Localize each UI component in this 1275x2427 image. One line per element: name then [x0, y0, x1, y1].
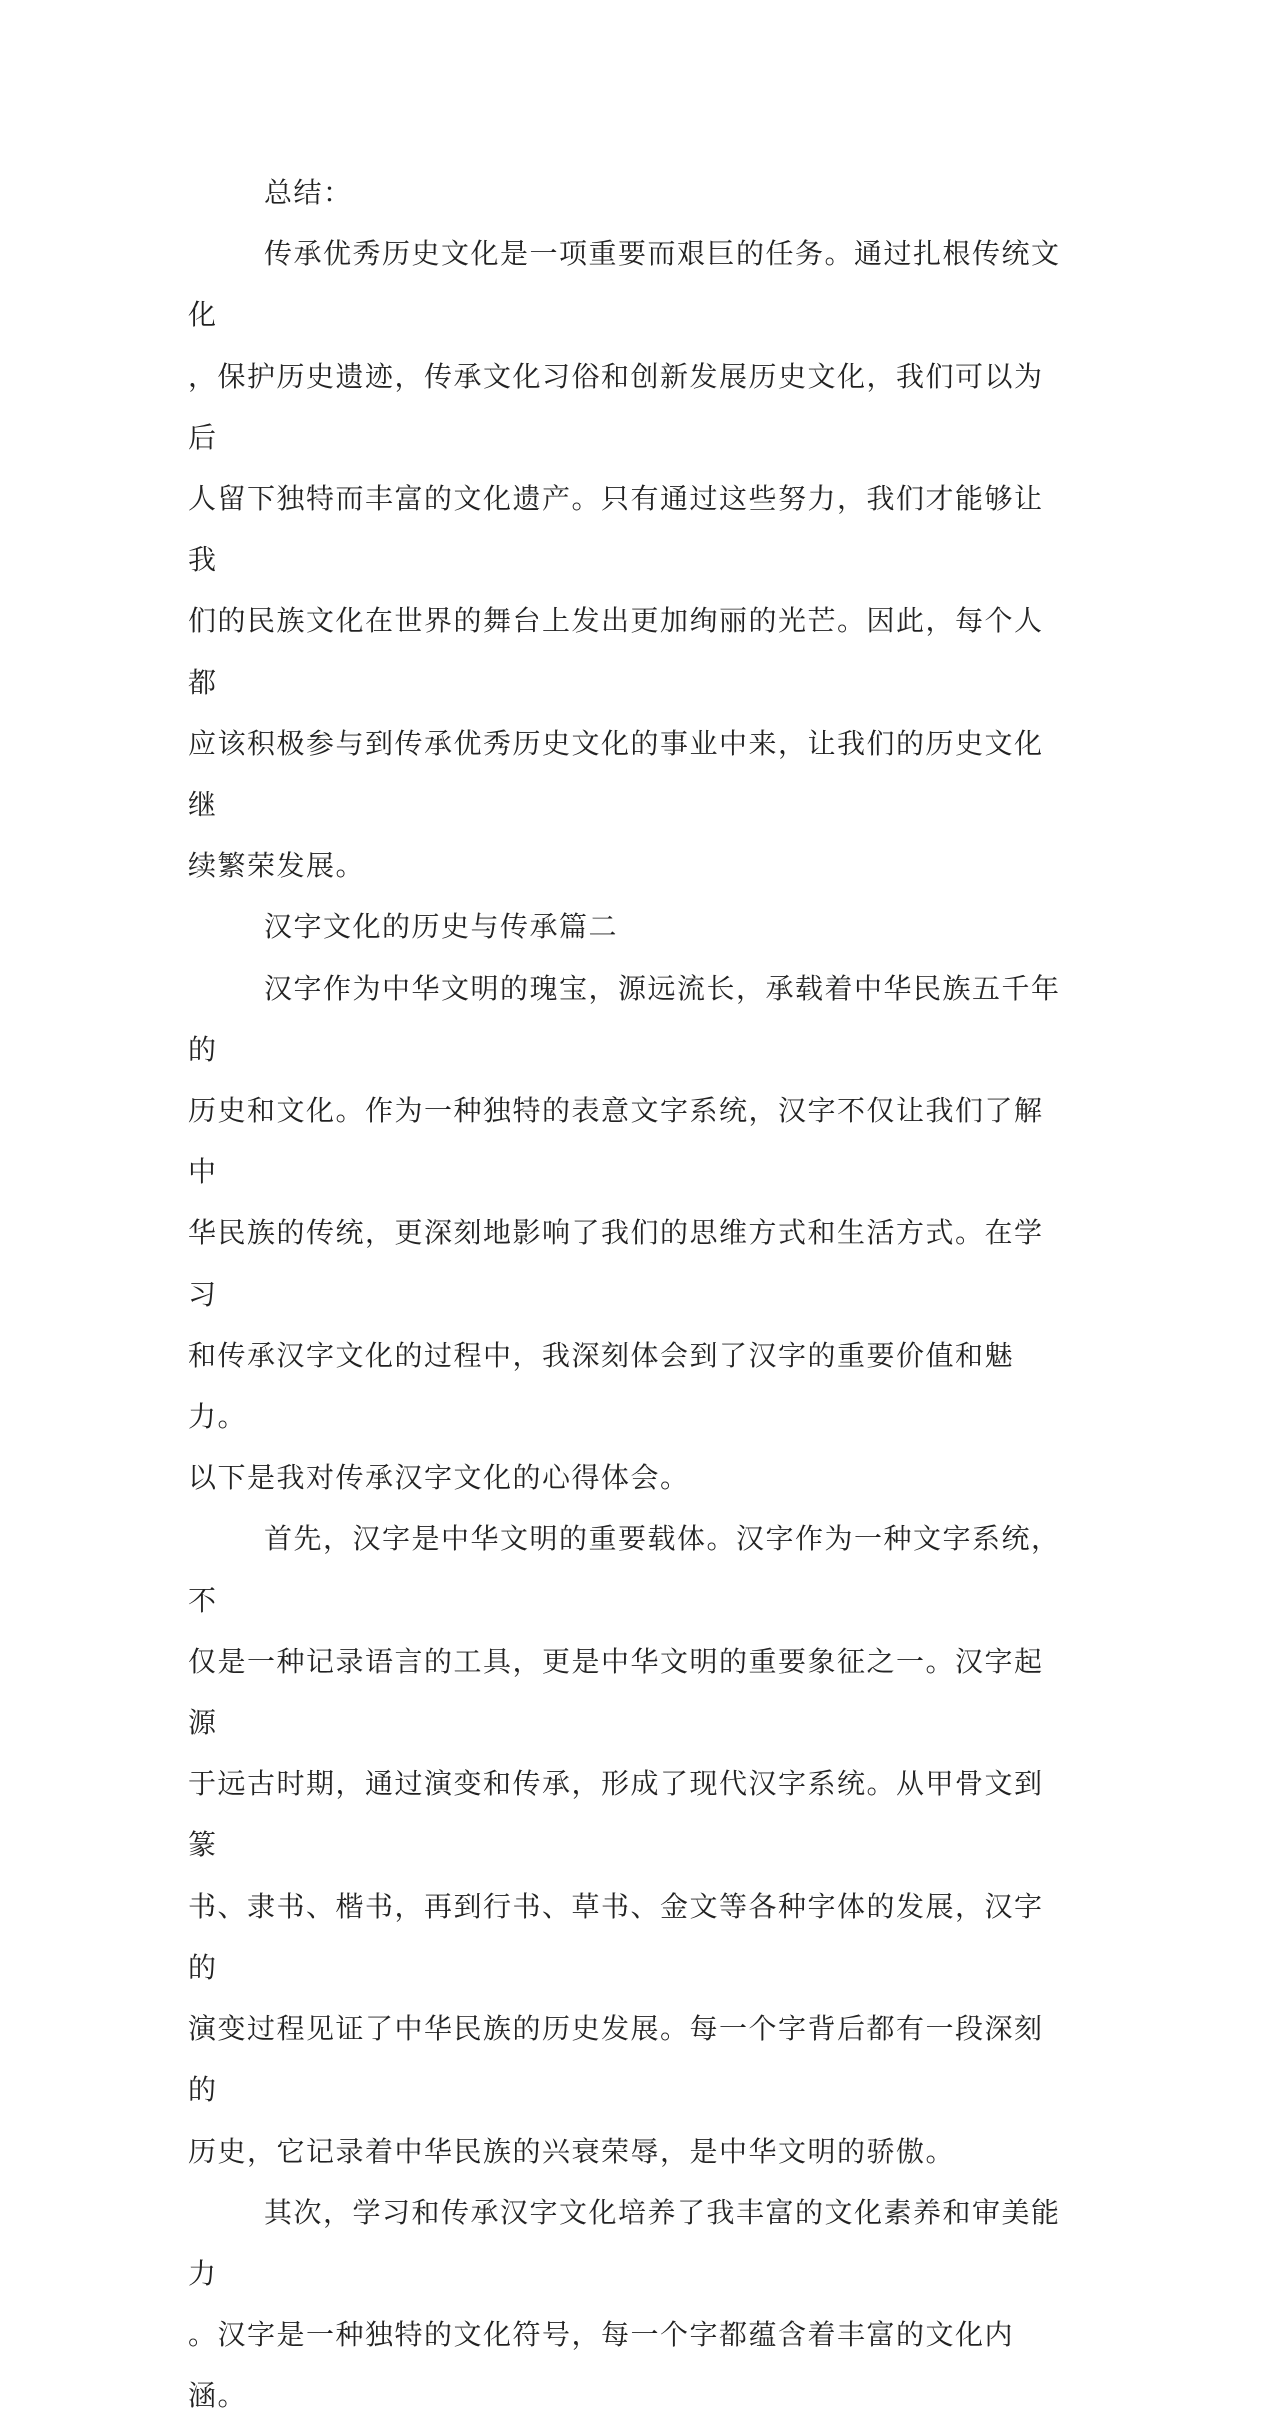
summary-paragraph: 传承优秀历史文化是一项重要而艰巨的任务。通过扎根传统文化 ，保护历史遗迹，传承文化习俗和创新发展历史文化，我们可以为后 人留下独特而丰富的文化遗产。只有通过这些努力，我们才能够让我 们的民族文化在世界的舞台上发出更加绚丽的光芒。因此，每个人都 应该积极参与到传承优秀历史文化的事业中来，让我们的历史文化继 续繁荣发展。 [188, 237, 1061, 883]
first-point-paragraph: 首先，汉字是中华文明的重要载体。汉字作为一种文字系统，不 仅是一种记录语言的工具，更是中华文明的重要象征之一。汉字起源 于远古时期，通过演变和传承，形成了现代汉字系统。从甲骨文到篆 书、隶书、楷书，再到行书、草书、金文等各种字体的发展，汉字的 演变过程见证了中华民族的历史发展。每一个字背后都有一段深刻的 历史，它记录着中华民族的兴衰荣辱，是中华文明的骄傲。 [188, 1522, 1061, 2168]
intro-paragraph: 汉字作为中华文明的瑰宝，源远流长，承载着中华民族五千年的 历史和文化。作为一种独特的表意文字系统，汉字不仅让我们了解中 华民族的传统，更深刻地影响了我们的思维方式和生活方式。在学习 和传承汉字文化的过程中，我深刻体会到了汉字的重要价值和魅力。 以下是我对传承汉字文化的心得体会。 [188, 971, 1061, 1495]
document-body [188, 162, 1068, 2427]
section-heading: 汉字文化的历史与传承篇二 [264, 910, 619, 944]
second-point-paragraph: 其次，学习和传承汉字文化培养了我丰富的文化素养和审美能力 。汉字是一种独特的文化符号，每一个字都蕴含着丰富的文化内涵。 [188, 2195, 1061, 2413]
summary-heading: 总结： [264, 176, 353, 209]
